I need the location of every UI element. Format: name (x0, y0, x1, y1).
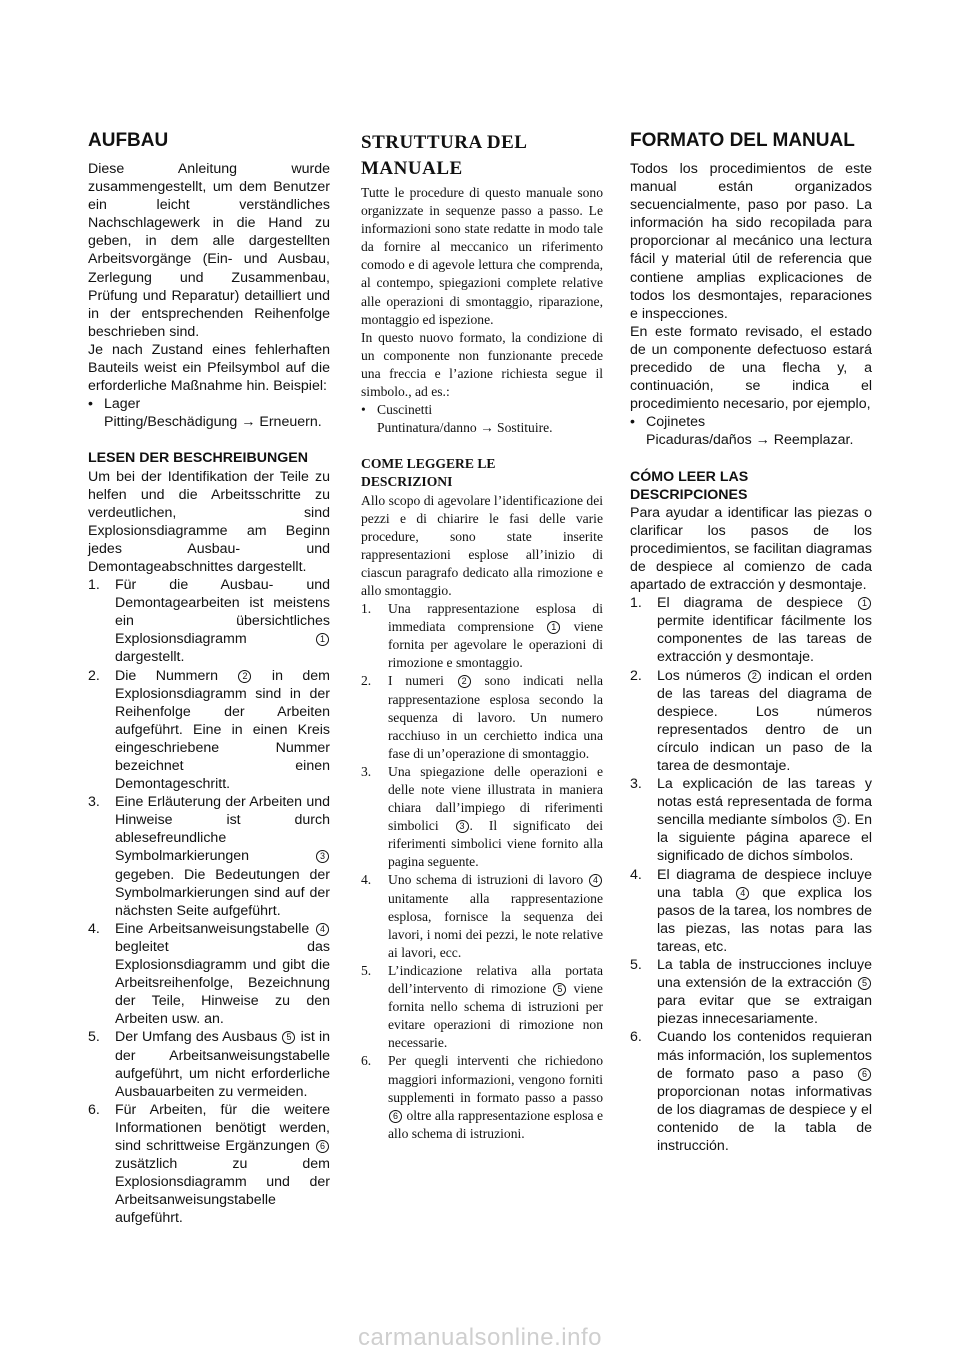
bullet-text: Cuscinetti (377, 402, 433, 418)
item-text-after: proporcionan notas informativas de los diagramas de despiece y el contenido de la tabla de instrucción. (657, 1083, 872, 1154)
intro-paragraph-2: In questo nuovo formato, la condizione di un componente non funzionante precede una freccia e l’azione richiesta segue il simbolo., ad es.: (361, 329, 603, 400)
list-item (361, 600, 603, 672)
bullet-text: Cojinetes (646, 414, 706, 431)
item-text-after: unitamente alla rappresentazione esplosa, fornisce la sequenza dei lavori, i nomi dei pezzi, le note relative ai lavori, ecc. (388, 890, 603, 960)
item-number: 4. (361, 872, 372, 888)
item-text-before: Eine Arbeitsanweisungstabelle (115, 920, 310, 937)
item-text-before: Der Umfang des Ausbaus (115, 1029, 278, 1046)
section-title (361, 130, 603, 182)
circled-number-marker: 1 (858, 597, 871, 610)
item-text-before: Eine Erläuterung der Arbeiten und Hinweise ist durch ablesefreundliche Symbolmarkierungen (115, 794, 330, 865)
subsection-title: LESEN DER BESCHREIBUNGEN (88, 450, 308, 467)
intro-paragraph: Tutte le procedure di questo manuale sono organizzate in sequenze passo a passo. Le informazioni sono state redatte in modo tale da fornire al meccanico un riferimento comodo e di agevole lettura che comprenda, al contempo, spiegazioni complete relative alle operazioni di smontaggio, riparazione, montaggio ed ispezione. (361, 185, 603, 327)
item-number: 5. (361, 962, 372, 978)
item-text-after: ist in der Arbeitsanweisungstabelle aufgeführt, um nicht erforderliche Ausbauarbeiten zu vermeiden. (115, 1029, 330, 1100)
subsection-intro: Para ayudar a identificar las piezas o clarificar los pasos de los procedimientos, se facilitan diagramas de despiece al comienzo de cada apartado de extracción y desmontaje. (630, 504, 872, 594)
item-text-after: para evitar que se extraigan piezas innecesariamente. (657, 993, 872, 1028)
item-text (115, 920, 330, 1029)
bullet-detail: Picaduras/daños → Reemplazar. (646, 432, 854, 449)
list-item (630, 1028, 872, 1155)
item-text-after: que explica los pasos de la tarea, los nombres de las piezas, las notas para las tareas, etc. (657, 884, 872, 955)
intro-paragraph-2: En este formato revisado, el estado de un componente defectuoso estará precedido de una flecha y, a continuación, se indica el procedimiento necesario, por ejemplo, (630, 323, 872, 413)
item-text (657, 956, 872, 1028)
item-text-before: Los números (657, 667, 741, 684)
item-number: 6. (361, 1053, 372, 1069)
item-text-after: . Il significato dei riferimenti simbolici viene fornito alla pagina seguente. (388, 818, 603, 870)
item-text-after: zusätzlich zu dem Explosionsdiagramm und der Arbeitsanweisungstabelle aufgeführt. (115, 1156, 330, 1227)
circled-number-marker: 4 (736, 887, 749, 900)
item-text (388, 871, 603, 961)
circled-number-marker: 4 (316, 923, 329, 936)
subsection-intro: Um bei der Identifikation der Teile zu helfen und die Arbeitsschritte zu verdeutlichen, sind Explosionsdiagramme am Beginn jedes Ausbau- und Demontageabschnittes dargestellt. (88, 468, 330, 575)
list-item (630, 594, 872, 666)
circled-number-marker: 5 (858, 977, 871, 990)
circled-number-marker: 5 (282, 1031, 295, 1044)
item-text (115, 667, 330, 794)
item-text (388, 672, 603, 762)
example-bullet: • Cojinetes (630, 414, 706, 431)
circled-number-marker: 2 (748, 670, 761, 683)
bullet-text: Lager (104, 396, 141, 413)
item-number: 3. (88, 794, 100, 811)
item-text (388, 1052, 603, 1142)
list-item (361, 871, 603, 961)
item-text-after: sono indicati nella rappresentazione esplosa secondo la sequenza di lavoro. Un numero racchiuso in un cerchietto indica una fase di un’operazione di smontaggio. (388, 673, 604, 761)
subsection-intro: Allo scopo di agevolare l’identificazione dei pezzi e di chiarire le fasi delle varie procedure, sono state inserite rappresentazioni esplose all’inizio di ciascun paragrafo dedicato alla rimozione e allo smontaggio. (361, 492, 603, 598)
list-item (361, 1052, 603, 1142)
item-text (657, 667, 872, 776)
item-text-before: I numeri (388, 673, 444, 689)
circled-number-marker: 6 (316, 1140, 329, 1153)
item-number: 2. (88, 667, 100, 684)
item-text (657, 1028, 872, 1155)
list-item (630, 866, 872, 956)
circled-number-marker: 3 (833, 814, 846, 827)
item-number: 6. (630, 1029, 642, 1046)
item-number: 4. (630, 866, 642, 883)
subsection-title-line-1: COME LEGGERE LE (361, 456, 496, 472)
item-text (657, 594, 872, 666)
item-text-after: permite identificar fácilmente los componentes de las tareas de extracción y desmontaje. (657, 613, 872, 666)
item-text-before: L’indicazione relativa alla portata dell’intervento di rimozione (388, 962, 603, 997)
item-text-after: in dem Explosionsdiagramm sind in der Reihenfolge der Arbeiten aufgeführt. Eine in einen Kreis eingeschriebene Nummer bezeichnet einen Demontageschritt. (115, 667, 331, 793)
list-item (88, 576, 330, 666)
subsection-title-line-2: DESCRIPCIONES (630, 486, 748, 503)
item-text-before: Für Arbeiten, für die weitere Informationen benötigt werden, sind schrittweise Ergänzungen (115, 1101, 330, 1154)
section-title: FORMATO DEL MANUAL (630, 130, 855, 151)
list-item (88, 920, 330, 1029)
item-text (115, 793, 330, 920)
item-text-after: dargestellt. (115, 649, 185, 666)
item-text (388, 763, 603, 872)
circled-number-marker: 1 (316, 633, 329, 646)
list-item (88, 1101, 330, 1228)
list-item (630, 956, 872, 1028)
subsection-title-line-1: CÓMO LEER LAS (630, 468, 749, 485)
item-number: 5. (88, 1029, 100, 1046)
intro-paragraph: Todos los procedimientos de este manual están organizados secuencialmente, paso por paso. La información ha sido recopilada para proporcionar al mecánico una lectura fácil y material útil de referencia que contiene amplias explicaciones de todos los desmontajes, reparaciones e inspecciones. (630, 161, 872, 322)
list-item (630, 667, 872, 776)
example-bullet: • Lager (88, 396, 141, 413)
item-text-after: viene fornita nello schema di istruzioni per evitare operazioni di rimozione non necessarie. (388, 981, 603, 1051)
item-text-before: El diagrama de despiece incluye una tabla (657, 866, 872, 901)
bullet-detail: Pitting/Beschädigung → Erneuern. (104, 414, 322, 431)
item-number: 3. (630, 776, 642, 793)
item-text-after: begleitet das Explosionsdiagramm und gibt die Arbeitsreihenfolge, Bezeichnung der Teile, Hinweise zu den Arbeiten usw. an. (115, 938, 330, 1028)
item-text-before: Una spiegazione delle operazioni e delle note viene illustrata in maniera chiara dall’impiego di riferimenti simbolici (388, 763, 603, 834)
item-text-before: Cuando los contenidos requieran más información, los suplementos de formato paso a paso (657, 1029, 872, 1082)
item-text-after: . En la siguiente página aparece el significado de dichos símbolos. (657, 812, 872, 865)
circled-number-marker: 1 (547, 621, 560, 634)
item-text (115, 1101, 330, 1228)
circled-number-marker: 3 (316, 850, 329, 863)
column-german (88, 130, 330, 1227)
circled-number-marker: 2 (458, 675, 471, 688)
item-number: 6. (88, 1101, 100, 1118)
item-number: 2. (361, 673, 372, 689)
item-text-after: oltre alla rappresentazione esplosa e allo schema di istruzioni. (388, 1107, 603, 1141)
intro-paragraph-2: Je nach Zustand eines fehlerhaften Bauteils weist ein Pfeilsymbol auf die erforderliche Maßnahme hin. Beispiel: (88, 341, 330, 395)
item-text-before: La explicación de las tareas y notas está representada de forma sencilla mediante símbolos (657, 776, 872, 829)
item-text-after: indican el orden de las tareas del diagrama de despiece. Los números representados dentro de un círculo indican un paso de la tarea de desmontaje. (657, 667, 873, 774)
circled-number-marker: 6 (389, 1110, 402, 1123)
item-text (657, 775, 872, 865)
item-text (115, 1028, 330, 1100)
numbered-list (361, 600, 603, 1143)
item-text-before: Una rappresentazione esplosa di immediata comprensione (388, 601, 603, 635)
circled-number-marker: 4 (589, 874, 602, 887)
item-number: 3. (361, 763, 372, 779)
item-text (657, 866, 872, 956)
subsection-title-line-2: DESCRIZIONI (361, 474, 453, 490)
item-number: 1. (630, 595, 642, 612)
list-item (88, 1028, 330, 1100)
item-number: 2. (630, 667, 642, 684)
list-item (361, 672, 603, 762)
numbered-list (88, 576, 330, 1227)
item-text-after: gegeben. Die Bedeutungen der Symbolmarkierungen sind auf der nächsten Seite aufgeführt. (115, 866, 330, 919)
item-text-before: El diagrama de despiece (657, 595, 844, 612)
watermark-footer: carmanualsonline.info (358, 1324, 602, 1351)
section-title-line-1: STRUTTURA DEL (361, 132, 528, 153)
item-text (388, 600, 603, 672)
column-spanish (630, 130, 872, 1155)
example-bullet: • Cuscinetti (361, 401, 603, 419)
list-item (88, 667, 330, 794)
bullet-detail: Puntinatura/danno → Sostituire. (377, 420, 553, 436)
circled-number-marker: 3 (456, 820, 469, 833)
list-item (630, 775, 872, 865)
list-item (361, 962, 603, 1052)
item-number: 5. (630, 957, 642, 974)
item-text-before: Per quegli interventi che richiedono maggiori informazioni, vengono forniti supplementi in formato passo a passo (388, 1053, 603, 1105)
item-text-before: Die Nummern (115, 667, 219, 684)
item-text-before: La tabla de instrucciones incluye una extensión de la extracción (657, 957, 872, 992)
item-text-before: Für die Ausbau- und Demontagearbeiten ist meistens ein übersichtliches Explosionsdiagramm (115, 577, 330, 648)
item-text-after: viene fornita per agevolare le operazioni di rimozione e smontaggio. (388, 619, 604, 671)
item-number: 1. (88, 577, 100, 594)
column-italian (361, 130, 603, 1143)
circled-number-marker: 2 (238, 670, 251, 683)
item-text-before: Uno schema di istruzioni di lavoro (388, 872, 584, 888)
list-item (361, 763, 603, 872)
circled-number-marker: 6 (858, 1068, 871, 1081)
item-text (388, 962, 603, 1052)
list-item (88, 793, 330, 920)
numbered-list (630, 594, 872, 1155)
section-title: AUFBAU (88, 130, 169, 151)
circled-number-marker: 5 (553, 983, 566, 996)
item-text (115, 576, 330, 666)
item-number: 1. (361, 601, 372, 617)
item-number: 4. (88, 920, 100, 937)
intro-paragraph: Diese Anleitung wurde zusammengestellt, um dem Benutzer ein leicht verständliches Nachschlagewerk in die Hand zu geben, in dem alle dargestellten Arbeitsvorgänge (Ein- und Ausbau, Zerlegung und Zusammenbau, Prüfung und Reparatur) detailliert und in der entsprechenden Reihenfolge beschrieben sind. (88, 161, 330, 340)
section-title-line-2: MANUALE (361, 158, 463, 179)
